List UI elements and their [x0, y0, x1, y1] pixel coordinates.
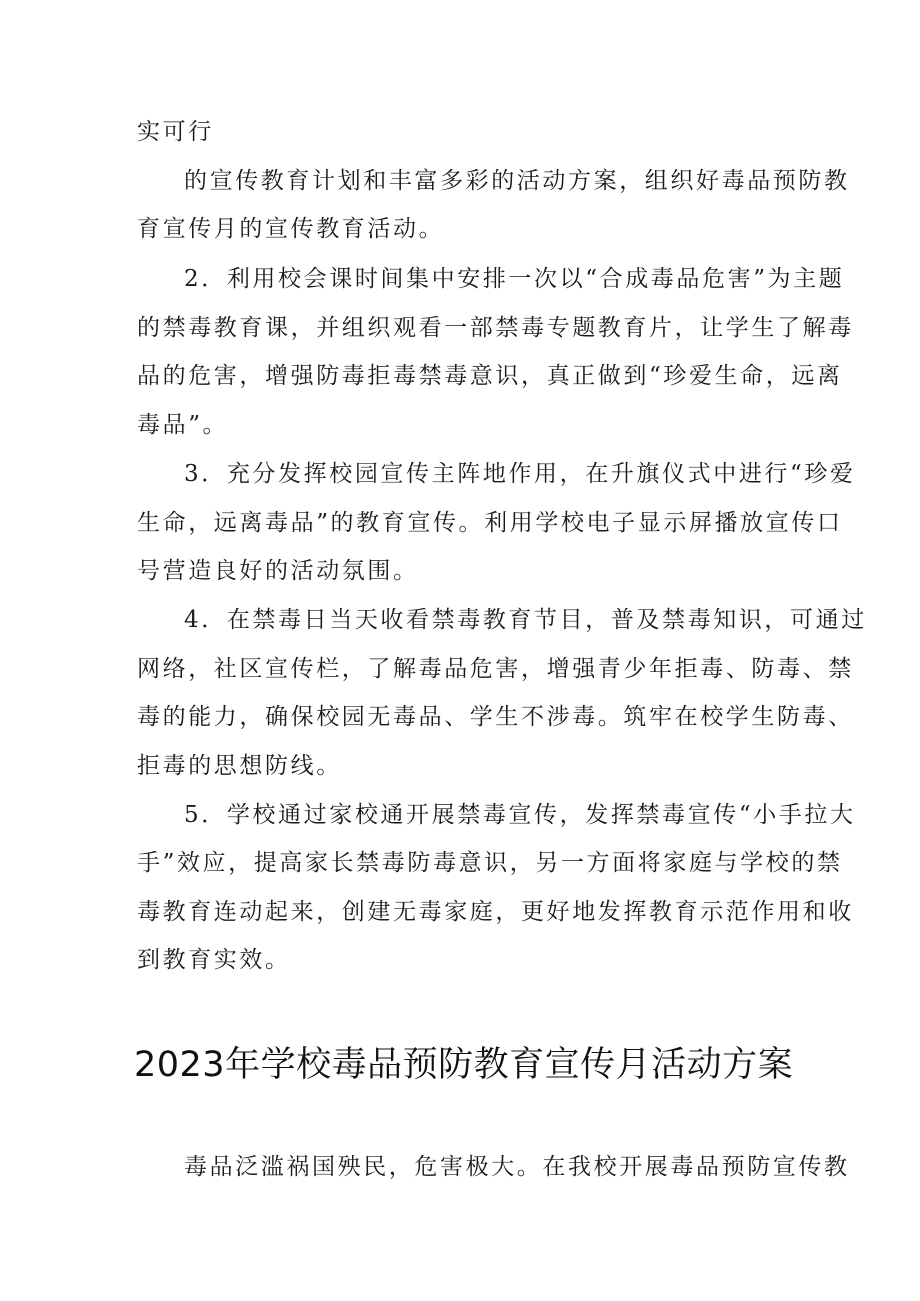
paragraph-line: 育宣传月的宣传教育活动。: [137, 216, 445, 242]
paragraph-line: 4．在禁毒日当天收看禁毒教育节目，普及禁毒知识，可通过: [184, 607, 867, 633]
paragraph-line: 网络，社区宣传栏，了解毒品危害，增强青少年拒毒、防毒、禁: [137, 656, 854, 682]
paragraph-line: 拒毒的思想防线。: [137, 753, 342, 779]
paragraph-line: 品的危害，增强防毒拒毒禁毒意识，真正做到“珍爱生命，远离: [137, 363, 843, 389]
section-title: 2023年学校毒品预防教育宣传月活动方案: [134, 1045, 794, 1085]
intro-line: 毒品泛滥祸国殃民，危害极大。在我校开展毒品预防宣传教: [184, 1154, 850, 1180]
paragraph-line: 的宣传教育计划和丰富多彩的活动方案，组织好毒品预防教: [184, 168, 850, 194]
paragraph-line: 的禁毒教育课，并组织观看一部禁毒专题教育片，让学生了解毒: [137, 315, 854, 341]
fragment-line: 实可行: [137, 119, 214, 145]
paragraph-line: 3．充分发挥校园宣传主阵地作用，在升旗仪式中进行“珍爱: [184, 461, 856, 487]
paragraph-line: 生命，远离毒品”的教育宣传。利用学校电子显示屏播放宣传口: [137, 510, 843, 536]
paragraph-line: 5．学校通过家校通开展禁毒宣传，发挥禁毒宣传“小手拉大: [184, 802, 856, 828]
paragraph-line: 毒的能力，确保校园无毒品、学生不涉毒。筑牢在校学生防毒、: [137, 704, 854, 730]
paragraph-line: 手”效应，提高家长禁毒防毒意识，另一方面将家庭与学校的禁: [137, 850, 843, 876]
paragraph-line: 号营造良好的活动氛围。: [137, 558, 419, 584]
paragraph-line: 2．利用校会课时间集中安排一次以“合成毒品危害”为主题: [184, 266, 845, 292]
paragraph-line: 毒教育连动起来，创建无毒家庭，更好地发挥教育示范作用和收: [137, 899, 854, 925]
paragraph-line: 毒品”。: [137, 412, 229, 438]
paragraph-line: 到教育实效。: [137, 947, 291, 973]
